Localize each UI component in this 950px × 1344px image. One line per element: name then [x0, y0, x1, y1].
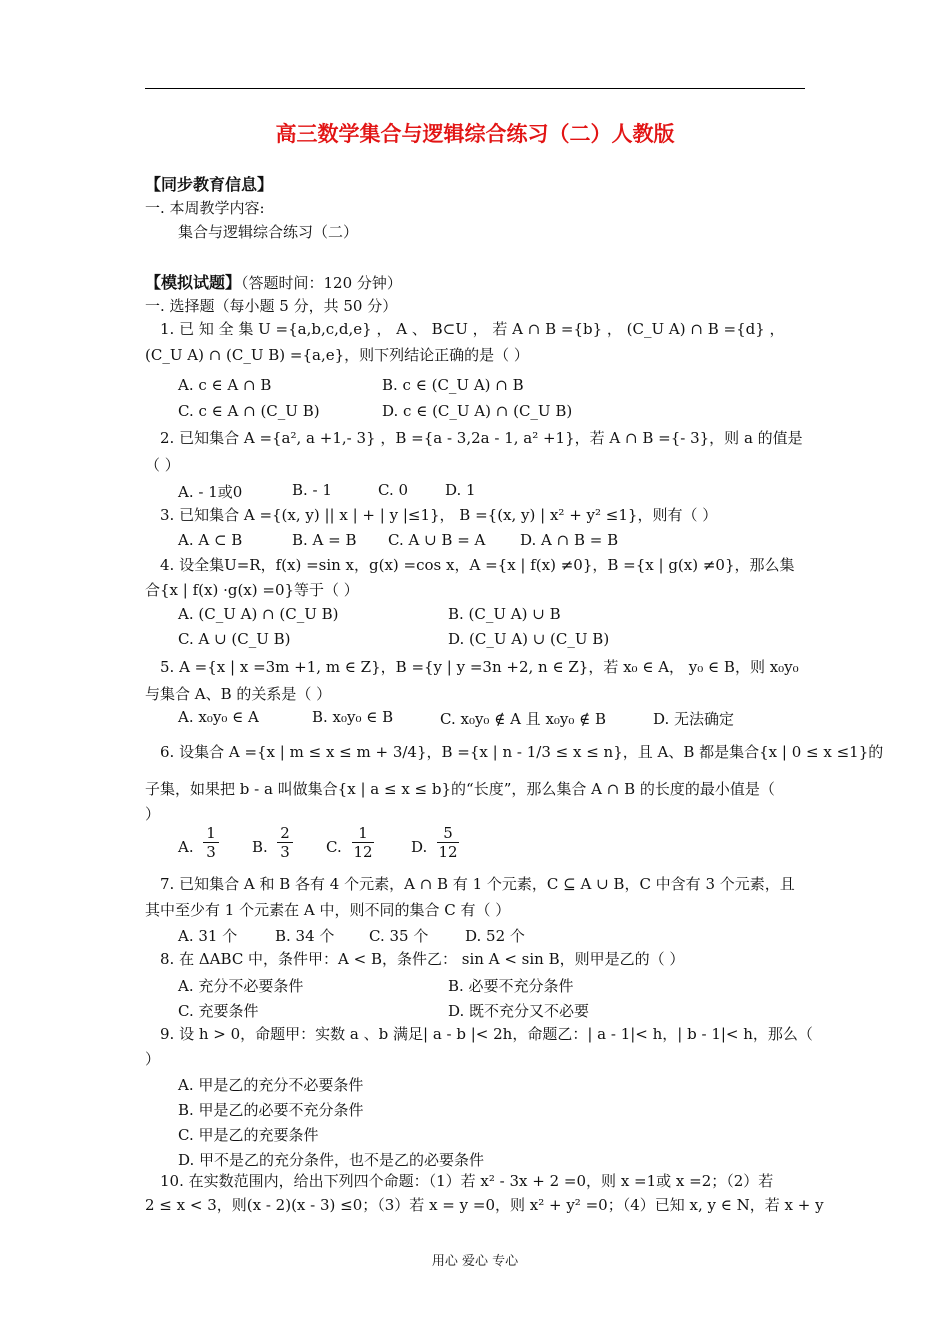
question-3-option-d: D. A ∩ B = B [520, 531, 619, 549]
top-rule [145, 88, 805, 89]
section-item: 一. 本周教学内容: [145, 199, 265, 217]
question-5-line1: 5. A ={x | x =3m +1, m ∈ Z}，B ={y | y =3n +2, n ∈ Z}，若 x₀ ∈ A， y₀ ∈ B，则 x₀y₀ [160, 658, 799, 676]
question-1-option-d: D. c ∈ (C_U A) ∩ (C_U B) [382, 402, 573, 420]
question-6-line2: 子集，如果把 b - a 叫做集合{x | a ≤ x ≤ b}的“长度”，那么集合 A ∩ B 的长度的最小值是（ [145, 780, 775, 798]
question-6-option-d: D. [411, 838, 428, 856]
fraction-d-numerator: 5 [437, 825, 459, 843]
question-6-line1: 6. 设集合 A ={x | m ≤ x ≤ m + 3/4}，B ={x | n - 1/3 ≤ x ≤ n}，且 A、B 都是集合{x | 0 ≤ x ≤1}的 [160, 743, 884, 761]
question-8-option-a: A. 充分不必要条件 [178, 977, 304, 995]
question-2-line2: （ ） [145, 456, 180, 474]
question-9-line1: 9. 设 h > 0，命题甲：实数 a 、b 满足| a - b |< 2h，命题乙：| a - 1|< h，| b - 1|< h，那么（ [160, 1025, 813, 1043]
question-10-line1: 10. 在实数范围内，给出下列四个命题：（1）若 x² - 3x + 2 =0，则 x =1或 x =2；（2）若 [160, 1172, 774, 1190]
question-1-line2: (C_U A) ∩ (C_U B) ={a,e}，则下列结论正确的是（ ） [145, 346, 529, 364]
question-9-option-d: D. 甲不是乙的充分条件，也不是乙的必要条件 [178, 1151, 485, 1169]
question-4-line2: 合{x | f(x) ·g(x) =0}等于（ ） [145, 581, 359, 599]
fraction-d-denominator: 12 [438, 843, 458, 861]
question-2-option-b: B. - 1 [292, 481, 332, 499]
section-heading-sync: 【同步教育信息】 [145, 175, 274, 194]
question-8-option-d: D. 既不充分又不必要 [448, 1002, 590, 1020]
page-title: 高三数学集合与逻辑综合练习（二）人教版 [275, 121, 675, 146]
section-content: 集合与逻辑综合练习（二） [178, 223, 359, 241]
question-4-option-c: C. A ∪ (C_U B) [178, 630, 291, 648]
question-6-fraction-d [437, 825, 459, 862]
question-6-fraction-a [203, 825, 219, 862]
question-7-line2: 其中至少有 1 个元素在 A 中，则不同的集合 C 有（ ） [145, 901, 511, 919]
question-5-option-a: A. x₀y₀ ∈ A [178, 708, 259, 726]
question-9-option-a: A. 甲是乙的充分不必要条件 [178, 1076, 364, 1094]
question-3-option-a: A. A ⊂ B [178, 531, 243, 549]
question-10-line2: 2 ≤ x < 3，则(x - 2)(x - 3) ≤0；（3）若 x = y =0，则 x² + y² =0；（4）已知 x, y ∈ N，若 x + y [145, 1196, 824, 1214]
question-4-option-d: D. (C_U A) ∪ (C_U B) [448, 630, 610, 648]
question-7-option-d: D. 52 个 [465, 927, 525, 945]
question-8-line1: 8. 在 ΔABC 中，条件甲：A < B，条件乙： sin A < sin B，则甲是乙的（ ） [160, 950, 685, 968]
question-6-fraction-b [277, 825, 293, 862]
question-6-option-c: C. [326, 838, 342, 856]
fraction-a-denominator: 3 [206, 843, 216, 861]
question-6-option-a: A. [178, 838, 194, 856]
fraction-c-numerator: 1 [352, 825, 374, 843]
question-3-option-b: B. A = B [292, 531, 357, 549]
question-4-line1: 4. 设全集U=R，f(x) =sin x，g(x) =cos x，A ={x | f(x) ≠0}，B ={x | g(x) ≠0}，那么集 [160, 556, 795, 574]
fraction-b-numerator: 2 [277, 825, 293, 843]
question-1-option-b: B. c ∈ (C_U A) ∩ B [382, 376, 524, 394]
question-6-option-b: B. [252, 838, 268, 856]
page-footer: 用心 爱心 专心 [431, 1254, 519, 1269]
part-title: 一. 选择题（每小题 5 分，共 50 分） [145, 297, 398, 315]
question-1-line1: 1. 已 知 全 集 U ={a,b,c,d,e} ， A 、 B⊂U ， 若 A ∩ B ={b} ， (C_U A) ∩ B ={d} ， [160, 320, 785, 338]
question-4-option-b: B. (C_U A) ∪ B [448, 605, 561, 623]
exam-heading-row [145, 270, 402, 293]
question-9-option-b: B. 甲是乙的必要不充分条件 [178, 1101, 364, 1119]
question-6-fraction-c [352, 825, 374, 862]
exam-time-note: （答题时间：120 分钟） [241, 274, 402, 292]
question-2-line1: 2. 已知集合 A ={a², a +1,- 3} ，B ={a - 3,2a - 1, a² +1}，若 A ∩ B ={- 3}，则 a 的值是 [160, 429, 803, 447]
question-8-option-b: B. 必要不充分条件 [448, 977, 574, 995]
question-2-option-d: D. 1 [445, 481, 476, 499]
question-5-line2: 与集合 A、B 的关系是（ ） [145, 685, 332, 703]
question-9-line2: ） [145, 1050, 161, 1068]
question-7-option-c: C. 35 个 [369, 927, 429, 945]
question-8-option-c: C. 充要条件 [178, 1002, 259, 1020]
question-6-line3: ） [145, 805, 161, 823]
question-2-option-c: C. 0 [378, 481, 409, 499]
question-7-option-a: A. 31 个 [178, 927, 238, 945]
question-9-option-c: C. 甲是乙的充要条件 [178, 1126, 319, 1144]
exam-heading: 【模拟试题】 [145, 273, 242, 292]
question-2-option-a: A. - 1或0 [178, 483, 243, 501]
fraction-c-denominator: 12 [353, 843, 373, 861]
question-5-option-b: B. x₀y₀ ∈ B [312, 708, 394, 726]
question-7-option-b: B. 34 个 [275, 927, 335, 945]
question-5-option-c: C. x₀y₀ ∉ A 且 x₀y₀ ∉ B [440, 710, 607, 728]
fraction-b-denominator: 3 [280, 843, 290, 861]
question-1-option-c: C. c ∈ A ∩ (C_U B) [178, 402, 320, 420]
question-3-line1: 3. 已知集合 A ={(x, y) || x | + | y |≤1}， B ={(x, y) | x² + y² ≤1}，则有（ ） [160, 506, 718, 524]
question-4-option-a: A. (C_U A) ∩ (C_U B) [178, 605, 339, 623]
question-3-option-c: C. A ∪ B = A [388, 531, 486, 549]
question-1-option-a: A. c ∈ A ∩ B [178, 376, 272, 394]
question-7-line1: 7. 已知集合 A 和 B 各有 4 个元素，A ∩ B 有 1 个元素，C ⊆ A ∪ B，C 中含有 3 个元素，且 [160, 875, 795, 893]
question-5-option-d: D. 无法确定 [653, 710, 735, 728]
fraction-a-numerator: 1 [203, 825, 219, 843]
